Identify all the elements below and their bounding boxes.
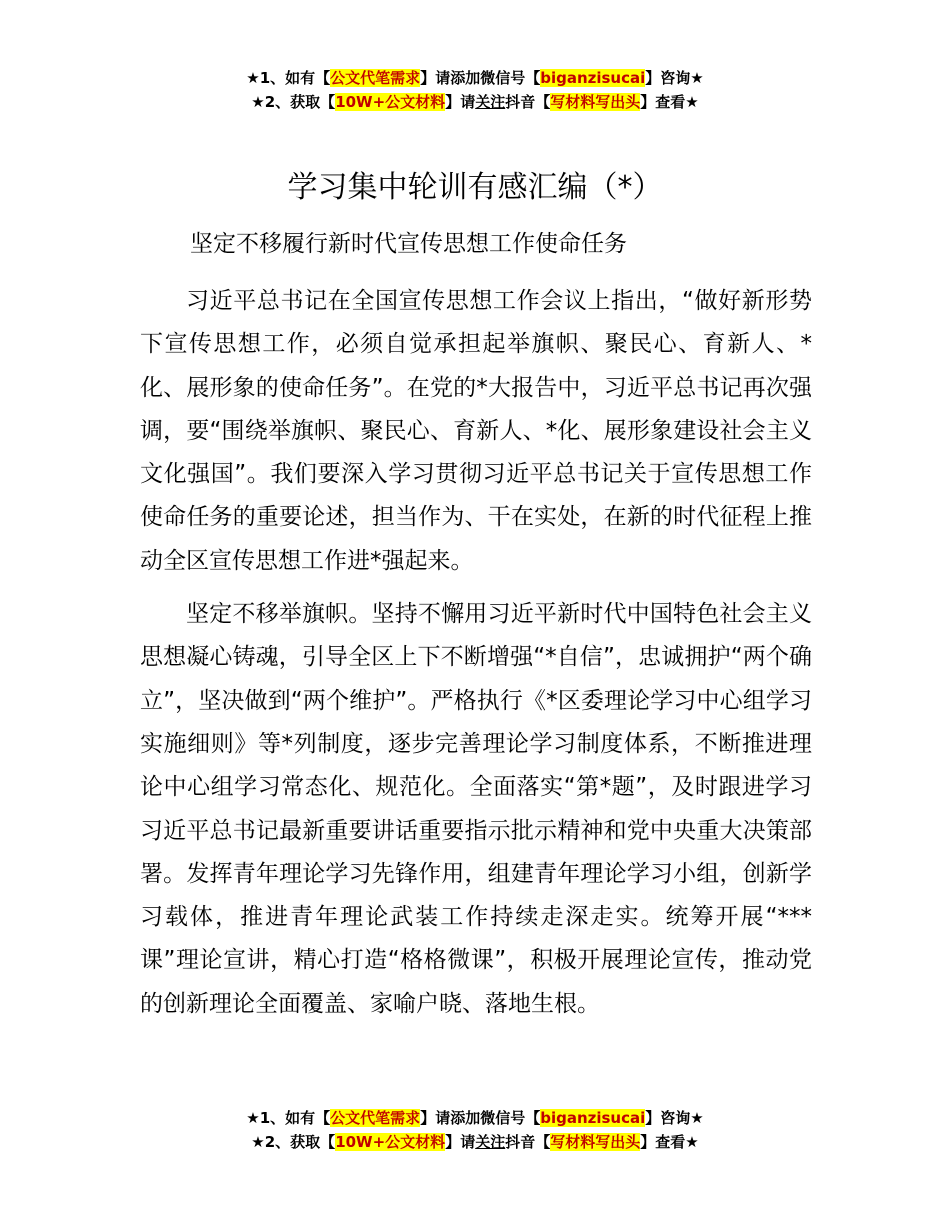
banner-line-2: ★2、获取【10W+公文材料】请关注抖音【写材料写出头】查看★ bbox=[251, 93, 699, 111]
document-title: 学习集中轮训有感汇编（*） bbox=[287, 170, 663, 205]
paragraph-2: 坚定不移举旗帜。坚持不懈用习近平新时代中国特色社会主义思想凝心铸魂，引导全区上下不断增强“*自信”，忠诚拥护“两个确立”，坚决做到“两个维护”。严格执行《*区委理论学习中心组学习实施细则》等*列制度，逐步完善理论学习制度体系，不断推进理论中心组学习常态化、规范化。全面落实“第*题”，及时跟进学习习近平总书记最新重要讲话重要指示批示精神和党中央重大决策部署。发挥青年理论学习先锋作用，组建青年理论学习小组，创新学习载体，推进青年理论武装工作持续走深走实。统筹开展“***课”理论宣讲，精心打造“格格微课”，积极开展理论宣传，推动党的创新理论全面覆盖、家喻户晓、落地生根。 bbox=[140, 601, 812, 1017]
banner-line-1: ★1、如有【公文代笔需求】请添加微信号【biganzisucai】咨询★ bbox=[246, 69, 704, 87]
header-banner bbox=[0, 66, 950, 114]
footer-banner bbox=[0, 1106, 950, 1154]
document-body bbox=[140, 280, 812, 1036]
banner-line-1: ★1、如有【公文代笔需求】请添加微信号【biganzisucai】咨询★ bbox=[246, 1109, 704, 1127]
paragraph-1: 习近平总书记在全国宣传思想工作会议上指出，“做好新形势下宣传思想工作，必须自觉承担起举旗帜、聚民心、育新人、*化、展形象的使命任务”。在党的*大报告中，习近平总书记再次强调，要“围绕举旗帜、聚民心、育新人、*化、展形象建设社会主义文化强国”。我们要深入学习贯彻习近平总书记关于宣传思想工作使命任务的重要论述，担当作为、干在实处，在新的时代征程上推动全区宣传思想工作进*强起来。 bbox=[140, 288, 812, 574]
document-subtitle: 坚定不移履行新时代宣传思想工作使命任务 bbox=[190, 231, 627, 257]
banner-line-2: ★2、获取【10W+公文材料】请关注抖音【写材料写出头】查看★ bbox=[251, 1133, 699, 1151]
